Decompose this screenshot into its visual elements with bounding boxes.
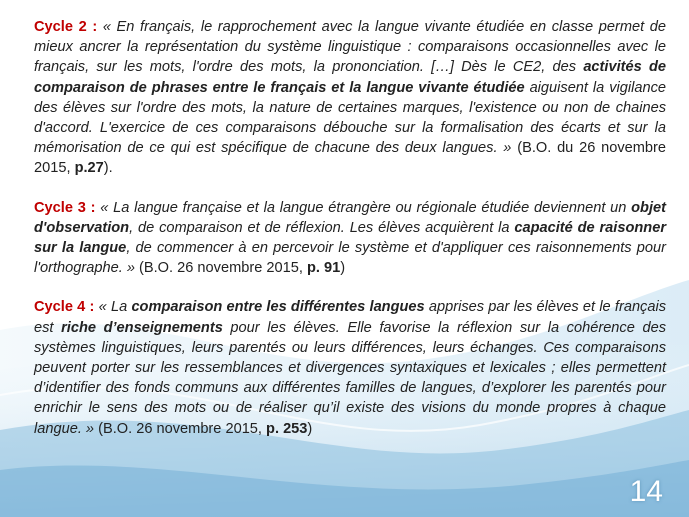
cycle-3-label: Cycle 3 :: [34, 199, 96, 216]
cycle-3-paragraph: [34, 198, 666, 279]
cycle-2-paragraph: [34, 17, 666, 179]
cycle-3-page: p. 91: [306, 260, 341, 277]
cycle-2-emphasis-1: activités de comparaison de phrases entre le français et la langue vivante étudiée: [34, 59, 666, 96]
cycle-4-paragraph: [34, 297, 666, 438]
cycle-4-emphasis-2: riche d’enseignements: [61, 319, 223, 336]
cycle-3-quote-part-1: « La langue française et la langue étrangère ou régionale étudiée deviennent un: [95, 199, 632, 216]
cycle-4-reference-end: ): [307, 420, 313, 437]
cycle-3-emphasis-1: objet d'observation: [34, 199, 667, 236]
cycle-4-label: Cycle 4 :: [34, 299, 95, 316]
cycle-3-reference: (B.O. 26 novembre 2015,: [134, 260, 307, 277]
cycle-2-label: Cycle 2 :: [34, 19, 98, 35]
cycle-4-emphasis-1: comparaison entre les différentes langues: [131, 299, 425, 316]
text-content: [34, 17, 666, 458]
cycle-2-reference: (B.O. du 26 novembre 2015,: [34, 140, 667, 177]
cycle-2-page: p.27: [74, 160, 104, 177]
cycle-4-quote-part-2: apprises par les élèves et le français est: [34, 299, 667, 336]
cycle-4-quote-part-3: pour les élèves. Elle favorise la réflexion sur la cohérence des systèmes linguistiques, leurs parentés ou leurs différences, leurs échanges. Ces comparaisons peuvent porter sur les ressemblances et divergences syntaxiques et lexicales ; elles permettent d’identifier des fonds communs aux différentes familles de langues, d’explorer les parentés pour enrichir le sens des mots ou de réaliser qu’il existe des visions du monde propres à chaque langue. »: [34, 319, 666, 437]
page-number: 14: [629, 475, 663, 508]
cycle-3-reference-end: ): [340, 260, 346, 277]
cycle-4-quote-part-1: « La: [94, 299, 132, 316]
cycle-2-quote-part-2: aiguisent la vigilance des élèves sur l'ordre des mots, la nature de certaines marques, l'existence ou non de chaines d'accord. L'exercice de ces comparaisons débouche sur la formalisation des écarts et sur la mémorisation de ce qui est spécifique de chacune des deux langues. »: [34, 79, 667, 157]
cycle-3-quote-part-3: , de commencer à en percevoir le système et d'appliquer ces raisonnements pour l'orthographe. »: [34, 240, 666, 277]
cycle-3-quote-part-2: , de comparaison et de réflexion. Les élèves acquièrent la: [129, 219, 515, 236]
cycle-2-quote-part-1: « En français, le rapprochement avec la langue vivante étudiée en classe permet de mieux ancrer la représentation du système linguistique : comparaisons occasionnelles avec le français, sur les mots, l'ordre des mots, la prononciation. […] Dès le CE2, des: [34, 19, 667, 76]
cycle-4-reference: (B.O. 26 novembre 2015,: [94, 420, 267, 437]
cycle-2-reference-end: ).: [103, 160, 113, 177]
cycle-3-emphasis-2: capacité de raisonner sur la langue: [34, 219, 666, 257]
cycle-4-page: p. 253: [266, 420, 308, 437]
